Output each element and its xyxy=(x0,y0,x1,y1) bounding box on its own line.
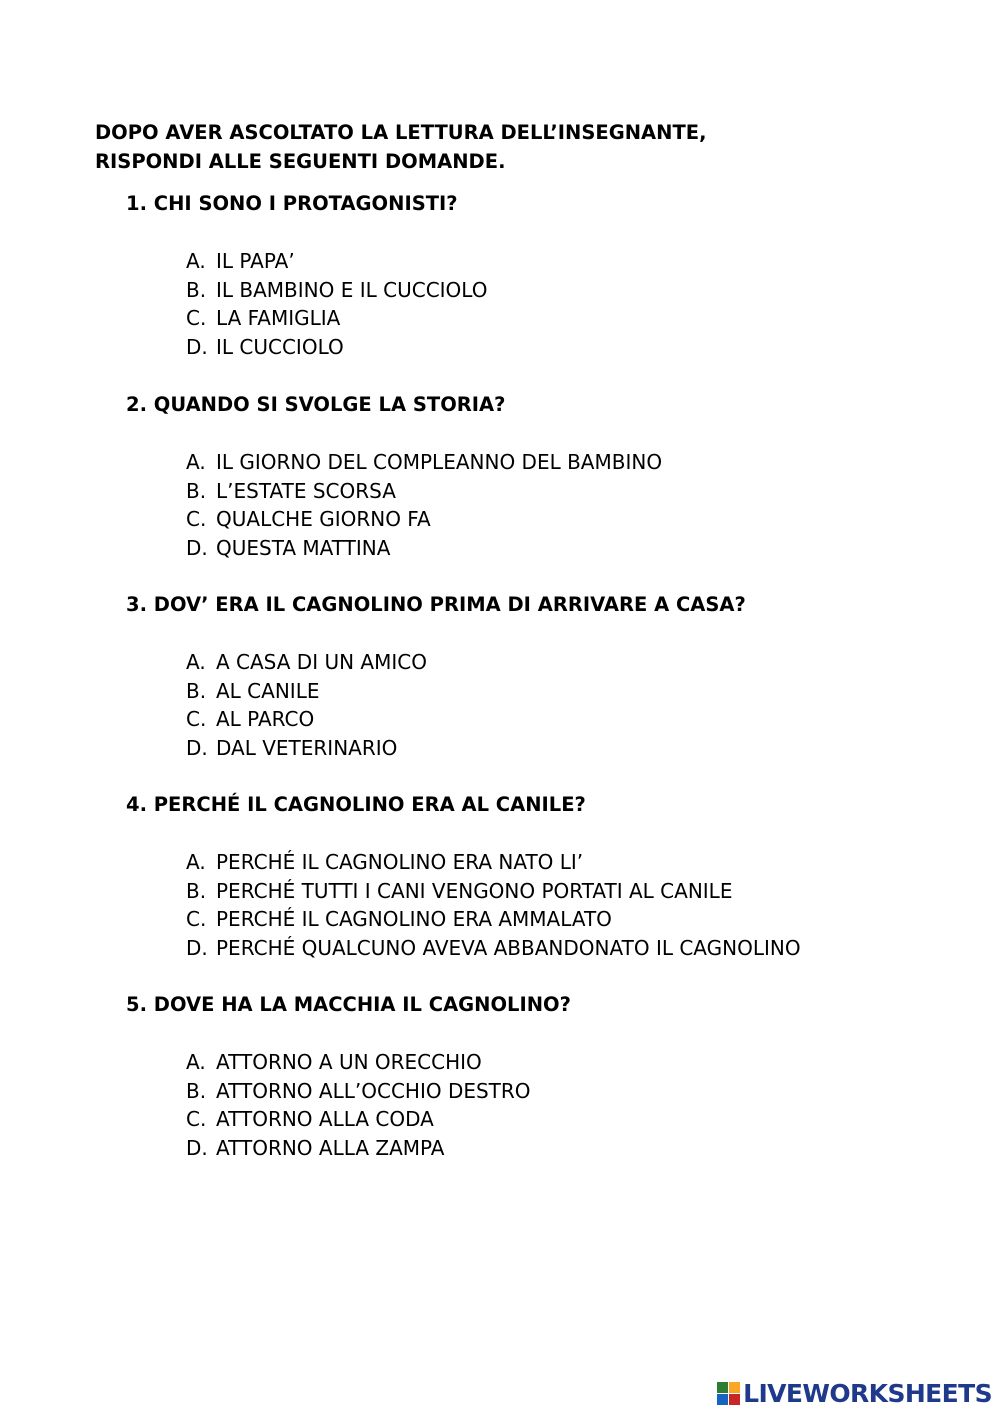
option-text: ATTORNO A UN ORECCHIO xyxy=(216,1050,482,1074)
answer-option[interactable] xyxy=(186,705,946,734)
logo-square-1 xyxy=(717,1382,728,1393)
instructions-line-1: DOPO AVER ASCOLTATO LA LETTURA DELL’INSEGNANTE, xyxy=(95,121,707,144)
answer-option[interactable] xyxy=(186,333,946,362)
answer-option[interactable] xyxy=(186,877,946,906)
option-text: ATTORNO ALLA ZAMPA xyxy=(216,1135,445,1160)
option-text: PERCHÉ IL CAGNOLINO ERA AMMALATO xyxy=(216,907,612,932)
option-text: A CASA DI UN AMICO xyxy=(216,650,427,674)
answer-options xyxy=(186,448,946,562)
option-text: PERCHÉ TUTTI I CANI VENGONO PORTATI AL CANILE xyxy=(216,878,733,903)
answer-option[interactable] xyxy=(186,848,946,877)
answer-option[interactable] xyxy=(186,1077,946,1106)
answer-option[interactable] xyxy=(186,734,946,763)
liveworksheets-logo-icon xyxy=(717,1382,740,1405)
question-title: 4. PERCHÉ IL CAGNOLINO ERA AL CANILE? xyxy=(126,793,586,816)
option-text: AL CANILE xyxy=(216,678,320,703)
option-text: QUALCHE GIORNO FA xyxy=(216,507,431,532)
option-letter: D. xyxy=(186,1135,208,1160)
answer-option[interactable] xyxy=(186,534,946,563)
option-letter: C. xyxy=(186,907,207,932)
option-letter: C. xyxy=(186,507,207,532)
option-text: IL BAMBINO E IL CUCCIOLO xyxy=(216,277,488,302)
option-letter: D. xyxy=(186,935,208,960)
option-letter: B. xyxy=(186,878,207,903)
option-letter: B. xyxy=(186,478,207,503)
option-text: IL CUCCIOLO xyxy=(216,334,344,359)
answer-option[interactable] xyxy=(186,477,946,506)
option-text: IL GIORNO DEL COMPLEANNO DEL BAMBINO xyxy=(216,450,663,474)
logo-square-3 xyxy=(717,1394,728,1405)
option-letter: A. xyxy=(186,850,206,874)
answer-option[interactable] xyxy=(186,276,946,305)
answer-option[interactable] xyxy=(186,648,946,677)
question-4 xyxy=(126,791,946,962)
answer-option[interactable] xyxy=(186,304,946,333)
option-letter: B. xyxy=(186,1078,207,1103)
option-letter: D. xyxy=(186,735,208,760)
instructions-line-2: RISPONDI ALLE SEGUENTI DOMANDE. xyxy=(95,150,506,173)
worksheet-instructions xyxy=(95,118,915,176)
option-text: AL PARCO xyxy=(216,707,315,732)
liveworksheets-logo[interactable] xyxy=(717,1376,992,1410)
answer-option[interactable] xyxy=(186,1134,946,1163)
answer-option[interactable] xyxy=(186,448,946,477)
option-letter: A. xyxy=(186,450,206,474)
option-letter: C. xyxy=(186,1107,207,1132)
answer-option[interactable] xyxy=(186,1048,946,1077)
question-5 xyxy=(126,991,946,1162)
answer-option[interactable] xyxy=(186,934,946,963)
option-text: IL PAPA’ xyxy=(216,249,295,273)
option-letter: C. xyxy=(186,707,207,732)
option-text: L’ESTATE SCORSA xyxy=(216,478,396,503)
option-letter: B. xyxy=(186,678,207,703)
option-text: DAL VETERINARIO xyxy=(216,735,398,760)
option-text: PERCHÉ QUALCUNO AVEVA ABBANDONATO IL CAGNOLINO xyxy=(216,935,801,960)
answer-option[interactable] xyxy=(186,677,946,706)
question-title: 1. CHI SONO I PROTAGONISTI? xyxy=(126,192,458,215)
question-2 xyxy=(126,391,946,562)
option-text: ATTORNO ALLA CODA xyxy=(216,1107,434,1132)
option-letter: A. xyxy=(186,249,206,273)
question-title: 3. DOV’ ERA IL CAGNOLINO PRIMA DI ARRIVARE A CASA? xyxy=(126,593,746,616)
answer-options xyxy=(186,648,946,762)
answer-options xyxy=(186,1048,946,1162)
option-text: PERCHÉ IL CAGNOLINO ERA NATO LI’ xyxy=(216,850,584,874)
question-title: 2. QUANDO SI SVOLGE LA STORIA? xyxy=(126,393,506,416)
option-text: ATTORNO ALL’OCCHIO DESTRO xyxy=(216,1078,531,1103)
option-letter: D. xyxy=(186,535,208,560)
answer-options xyxy=(186,848,946,962)
question-1 xyxy=(126,190,946,361)
option-text: QUESTA MATTINA xyxy=(216,535,391,560)
answer-options xyxy=(186,247,946,361)
logo-square-2 xyxy=(729,1382,740,1393)
option-text: LA FAMIGLIA xyxy=(216,306,341,331)
answer-option[interactable] xyxy=(186,247,946,276)
option-letter: B. xyxy=(186,277,207,302)
logo-text: LIVEWORKSHEETS xyxy=(743,1378,992,1408)
question-3 xyxy=(126,591,946,762)
answer-option[interactable] xyxy=(186,1105,946,1134)
option-letter: A. xyxy=(186,650,206,674)
logo-square-4 xyxy=(729,1394,740,1405)
option-letter: A. xyxy=(186,1050,206,1074)
question-title: 5. DOVE HA LA MACCHIA IL CAGNOLINO? xyxy=(126,993,571,1016)
answer-option[interactable] xyxy=(186,905,946,934)
option-letter: C. xyxy=(186,306,207,331)
option-letter: D. xyxy=(186,334,208,359)
answer-option[interactable] xyxy=(186,505,946,534)
